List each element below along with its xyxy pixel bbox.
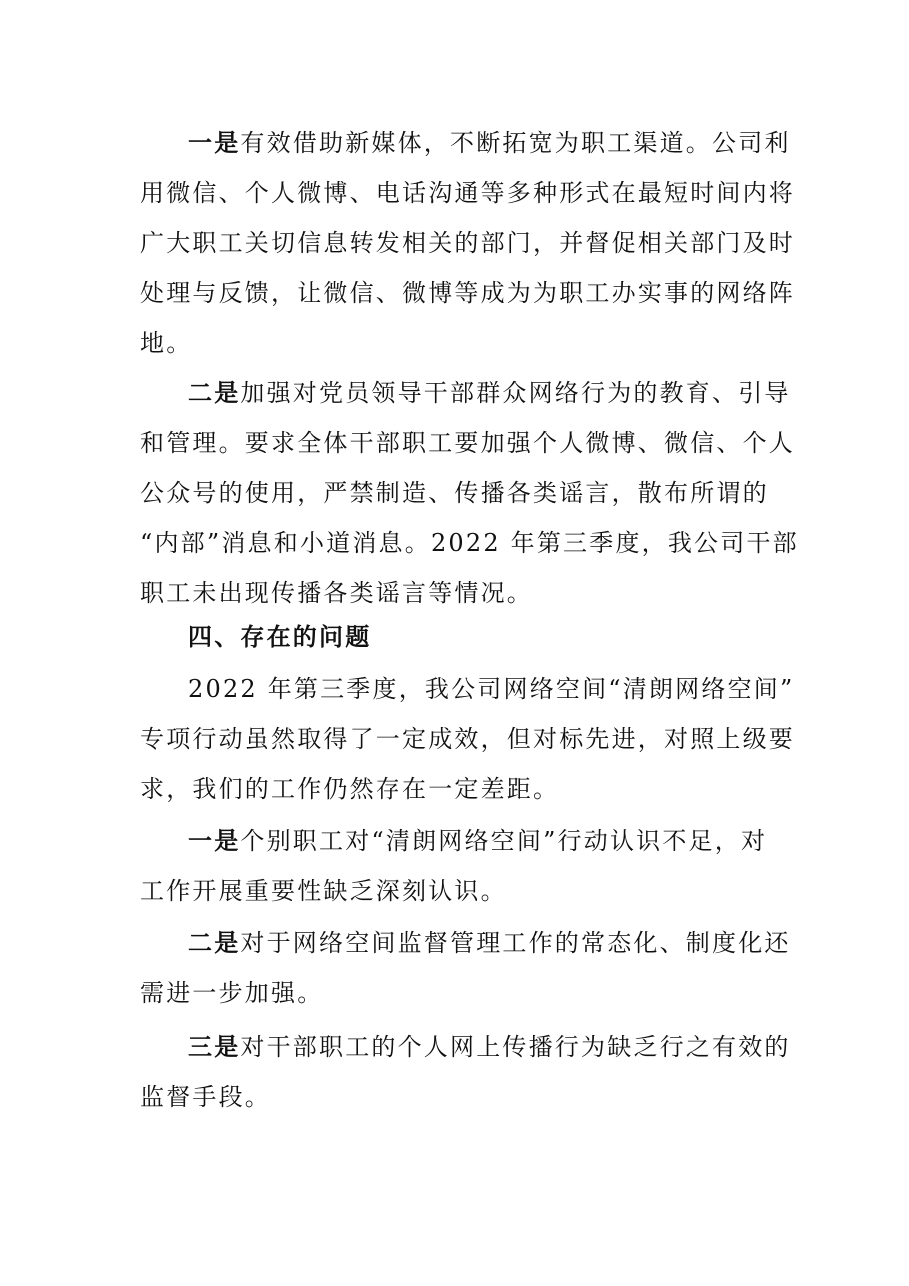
paragraph-line: 监督手段。: [140, 1083, 271, 1111]
paragraph-line: 和管理。要求全体干部职工要加强个人微博、微信、个人: [140, 429, 795, 457]
paragraph-line: 职工未出现传播各类谣言等情况。: [140, 579, 533, 607]
paragraph-text: 加强对党员领导干部群众网络行为的教育、引导: [240, 379, 791, 407]
paragraph-line: 2022 年第三季度，我公司网络空间“清朗网络空间”: [188, 675, 795, 703]
section-heading: [140, 612, 780, 662]
paragraph-problem-three: [140, 1022, 791, 1122]
paragraph-line: 公众号的使用，严禁制造、传播各类谣言，散布所谓的: [140, 479, 769, 507]
paragraph-line: 需进一步加强。: [140, 979, 324, 1007]
paragraph-line: [140, 1022, 791, 1072]
paragraph-lead: 二是: [188, 378, 241, 407]
paragraph-line: 地。: [140, 329, 193, 357]
section-heading-text: 四、存在的问题: [188, 622, 372, 651]
paragraph-text: 有效借助新媒体，不断拓宽为职工渠道。公司利: [240, 129, 791, 157]
paragraph-new-media: [140, 118, 795, 368]
paragraph-education: [140, 368, 799, 618]
paragraph-lead: 一是: [188, 826, 241, 855]
paragraph-text: 个别职工对“清朗网络空间”行动认识不足，对: [240, 827, 768, 855]
paragraph-line: [140, 368, 791, 418]
paragraph-line: 工作开展重要性缺乏深刻认识。: [140, 877, 507, 905]
paragraph-line: 求，我们的工作仍然存在一定差距。: [140, 775, 560, 803]
paragraph-problem-one: [140, 816, 780, 916]
paragraph-problem-summary: [140, 664, 795, 814]
paragraph-lead: 三是: [188, 1032, 241, 1061]
paragraph-problem-two: [140, 918, 791, 1018]
paragraph-lead: 二是: [188, 928, 241, 957]
paragraph-line: 广大职工关切信息转发相关的部门，并督促相关部门及时: [140, 229, 795, 257]
paragraph-line: 专项行动虽然取得了一定成效，但对标先进，对照上级要: [140, 725, 795, 753]
paragraph-line: [140, 918, 791, 968]
paragraph-line: 处理与反馈，让微信、微博等成为为职工办实事的网络阵: [140, 279, 795, 307]
paragraph-line: “内部”消息和小道消息。2022 年第三季度，我公司干部: [140, 529, 799, 557]
paragraph-line: [140, 816, 780, 866]
paragraph-text: 对于网络空间监督管理工作的常态化、制度化还: [240, 929, 791, 957]
paragraph-text: 对干部职工的个人网上传播行为缺乏行之有效的: [240, 1033, 791, 1061]
paragraph-lead: 一是: [188, 128, 241, 157]
paragraph-line: [140, 118, 791, 168]
paragraph-line: 用微信、个人微博、电话沟通等多种形式在最短时间内将: [140, 179, 795, 207]
